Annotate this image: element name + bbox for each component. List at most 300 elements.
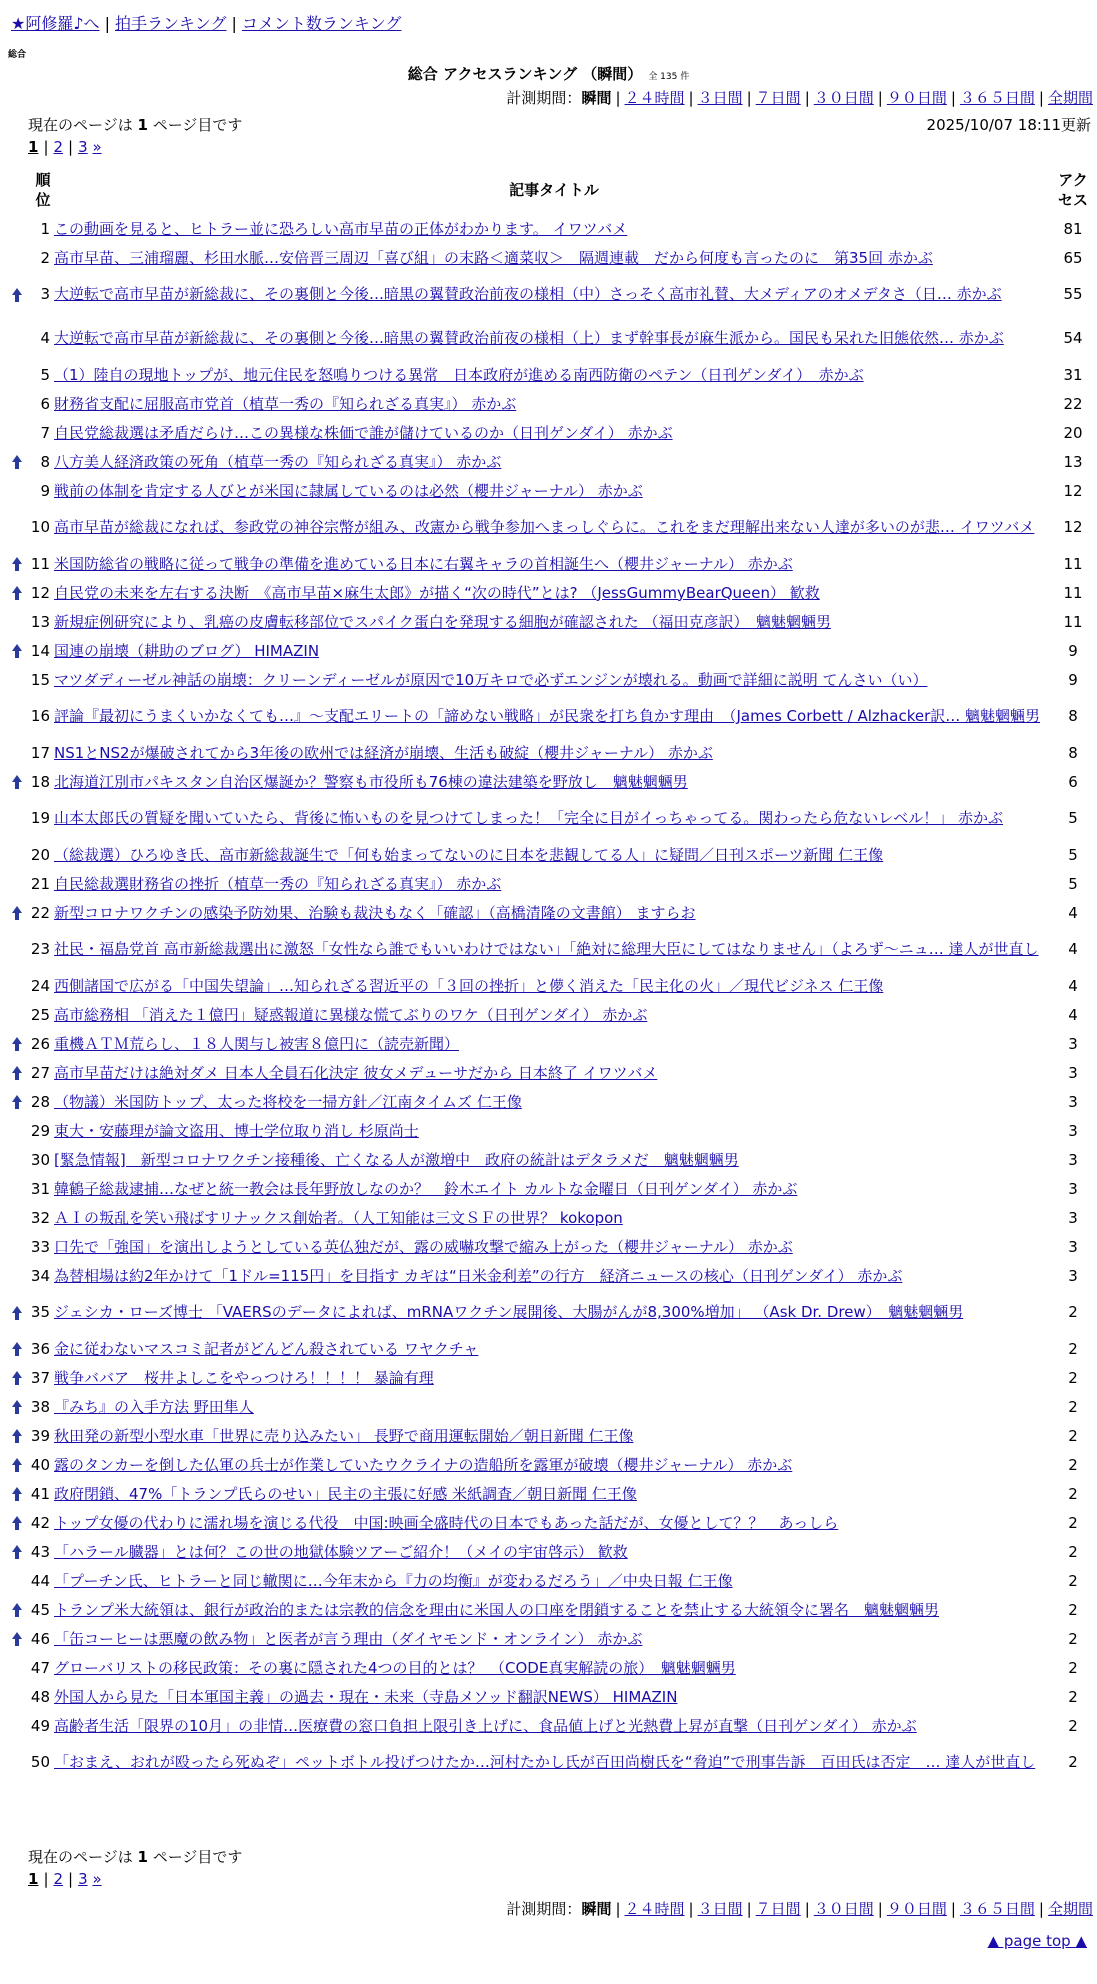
trend-cell — [8, 1508, 26, 1537]
title-cell — [54, 1116, 1054, 1145]
trend-cell — [8, 578, 26, 607]
article-title-link[interactable]: トランプ米大統領は、銀行が政治的または宗教的信念を理由に米国人の口座を閉鎖することを禁止する大統領令に署名 魑魅魍魎男 — [54, 1600, 940, 1619]
pager-page-3[interactable]: 3 — [78, 138, 88, 156]
article-title-link[interactable]: 大逆転で高市早苗が新総裁に、その裏側と今後…暗黒の翼賛政治前夜の様相（中）さっそく高市礼賛、大メディアのオメデタさ（日… 赤かぶ — [54, 285, 1002, 303]
article-title-link[interactable]: 高市総務相 「消えた１億円」疑惑報道に異様な慌てぶりのワケ（日刊ゲンダイ） 赤かぶ — [54, 1005, 648, 1024]
rank-number: 7 — [40, 423, 50, 442]
table-row — [8, 549, 1092, 578]
period-label: 計測期間： — [506, 89, 582, 107]
article-title-link[interactable]: 大逆転で高市早苗が新総裁に、その裏側と今後…暗黒の翼賛政治前夜の様相（上）まず幹事長が麻生派から。国民も呆れた旧態依然… 赤かぶ — [54, 329, 1004, 347]
title-cell — [54, 1029, 1054, 1058]
access-count: 3 — [1068, 1121, 1078, 1140]
up-arrow-icon — [12, 1603, 22, 1617]
trend-cell — [8, 1653, 26, 1682]
article-title-link[interactable]: （1）陸自の現地トップが、地元住民を怒鳴りつける異常 日本政府が進める南西防衛のペテン（日刊ゲンダイ） 赤かぶ — [54, 365, 864, 384]
pager-page-3[interactable]: 3 — [78, 1870, 88, 1888]
article-title-link[interactable]: 高市早苗が総裁になれば、参政党の神谷宗幣が組み、改憲から戦争参加へまっしぐらに。これをまだ理解出来ない人達が多いのが悲… イワツバメ — [54, 518, 1035, 536]
table-row — [8, 1087, 1092, 1116]
title-cell — [54, 898, 1054, 927]
table-row — [8, 1116, 1092, 1145]
up-arrow-icon — [12, 1306, 22, 1320]
table-row — [8, 1392, 1092, 1421]
access-count: 5 — [1068, 809, 1078, 827]
period-90d-link[interactable]: ９０日間 — [886, 1900, 947, 1918]
title-cell — [54, 476, 1054, 505]
access-count: 3 — [1068, 1237, 1078, 1256]
article-title-link[interactable]: ＡＩの叛乱を笑い飛ばすリナックス創始者。（人工知能は三文ＳＦの世界？ kokopon — [54, 1208, 623, 1227]
title-cell — [54, 869, 1054, 898]
updated-timestamp: 2025/10/07 18:11更新 — [926, 116, 1091, 134]
table-row — [8, 1000, 1092, 1029]
up-arrow-icon — [12, 1400, 22, 1414]
pager-page-2[interactable]: 2 — [53, 1870, 64, 1888]
article-title-link[interactable]: （物議）米国防トップ、太った将校を一掃方針／江南タイムズ 仁王像 — [54, 1092, 522, 1111]
title-cell — [54, 272, 1054, 316]
table-row — [8, 1450, 1092, 1479]
article-title-link[interactable]: 政府閉鎖、47%「トランプ氏らのせい」民主の主張に好感 米紙調査／朝日新聞 仁王像 — [54, 1484, 637, 1503]
article-title-link[interactable]: トップ女優の代わりに濡れ場を演じる代役 中国:映画全盛時代の日本でもあった話だが、女優として？？ あっしら — [54, 1513, 839, 1532]
access-count: 3 — [1068, 1063, 1078, 1082]
access-count: 3 — [1068, 1034, 1078, 1053]
rank-number: 18 — [30, 772, 50, 791]
rank-number: 36 — [30, 1339, 50, 1358]
article-title-link[interactable]: 戦前の体制を肯定する人びとが米国に隷属しているのは必然（櫻井ジャーナル） 赤かぶ — [54, 481, 643, 500]
table-row — [8, 738, 1092, 767]
title-cell — [54, 1653, 1054, 1682]
article-title-link[interactable]: 社民・福島党首 高市新総裁選出に激怒「女性なら誰でもいいわけではない」「絶対に総理大臣にしてはなりません」（よろず～ニュ… 達人が世直し — [54, 940, 1039, 958]
rank-number: 17 — [30, 743, 50, 762]
up-arrow-icon — [12, 1066, 22, 1080]
article-title-link[interactable]: 高市早苗だけは絶対ダメ 日本人全員石化決定 彼女メデューサだから 日本終了 イワツバメ — [54, 1063, 658, 1082]
article-title-link[interactable]: ジェシカ・ローズ博士 「VAERSのデータによれば、mRNAワクチン展開後、大腸がんが8,300%増加」 （Ask Dr. Drew） 魑魅魍魎男 — [54, 1303, 964, 1321]
up-arrow-icon — [12, 775, 22, 789]
trend-cell — [8, 1334, 26, 1363]
rank-number: 42 — [30, 1513, 50, 1532]
page-top-link[interactable]: ▲ page top ▲ — [987, 1932, 1087, 1950]
pager-next[interactable]: » — [92, 1870, 102, 1888]
access-count: 2 — [1068, 1542, 1078, 1561]
table-row — [8, 1058, 1092, 1087]
access-count: 11 — [1063, 612, 1083, 631]
trend-cell — [8, 898, 26, 927]
table-row — [8, 1145, 1092, 1174]
access-count: 9 — [1068, 670, 1078, 689]
trend-cell — [8, 1740, 26, 1784]
access-count: 2 — [1068, 1600, 1078, 1619]
title-cell — [54, 840, 1054, 869]
period-24h-link[interactable]: ２４時間 — [624, 89, 685, 107]
table-row — [8, 927, 1092, 971]
access-count: 2 — [1068, 1484, 1078, 1503]
trend-cell — [8, 1450, 26, 1479]
trend-cell — [8, 1566, 26, 1595]
rank-number: 33 — [30, 1237, 50, 1256]
title-cell — [54, 1740, 1054, 1784]
nav-link-asyura[interactable]: ★阿修羅♪へ — [11, 14, 100, 33]
title-cell — [54, 549, 1054, 578]
rank-number: 45 — [30, 1600, 50, 1619]
up-arrow-icon — [12, 586, 22, 600]
rank-number: 37 — [30, 1368, 50, 1387]
table-row — [8, 1653, 1092, 1682]
article-title-link[interactable]: 韓鶴子総裁逮捕…なぜと統一教会は長年野放しなのか？ 鈴木エイト カルトな金曜日（日刊ゲンダイ） 赤かぶ — [54, 1179, 798, 1198]
access-count: 54 — [1063, 329, 1083, 347]
access-count: 4 — [1068, 940, 1078, 958]
title-cell — [54, 1682, 1054, 1711]
rank-number: 40 — [30, 1455, 50, 1474]
title-cell — [54, 1595, 1054, 1624]
rank-number: 28 — [30, 1092, 50, 1111]
access-count: 13 — [1063, 452, 1083, 471]
up-arrow-icon — [12, 1487, 22, 1501]
up-arrow-icon — [12, 1371, 22, 1385]
title-cell — [54, 971, 1054, 1000]
trend-cell — [8, 214, 26, 243]
article-title-link[interactable]: 外国人から見た「日本軍国主義」の過去・現在・未来（寺島メソッド翻訳NEWS） HIMAZIN — [54, 1687, 678, 1706]
article-title-link[interactable]: 評論『最初にうまくいかなくても…』～支配エリートの「諦めない戦略」が民衆を打ち負かす理由 （James Corbett / Alzhacker訳… 魑魅魍魎男 — [54, 707, 1041, 725]
title-cell — [54, 1000, 1054, 1029]
article-title-link[interactable]: 山本太郎氏の質疑を聞いていたら、背後に怖いものを見つけてしまった！「完全に目がイっちゃってる。関わったら危ないレベル！」 赤かぶ — [54, 809, 1004, 827]
table-row — [8, 1682, 1092, 1711]
rank-number: 49 — [30, 1716, 50, 1735]
trend-cell — [8, 360, 26, 389]
title-cell — [54, 607, 1054, 636]
table-row — [8, 607, 1092, 636]
table-row — [8, 1232, 1092, 1261]
trend-cell — [8, 243, 26, 272]
title-cell — [54, 1508, 1054, 1537]
up-arrow-icon — [12, 288, 22, 302]
trend-cell — [8, 738, 26, 767]
period-30d-link[interactable]: ３０日間 — [813, 89, 874, 107]
page-info-top: 現在のページは 1 ページ目です — [28, 116, 243, 134]
article-title-link[interactable]: 秋田発の新型小型水車「世界に売り込みたい」 長野で商用運転開始／朝日新聞 仁王像 — [54, 1426, 634, 1445]
access-count: 2 — [1068, 1339, 1078, 1358]
access-count: 11 — [1063, 583, 1083, 602]
access-count: 4 — [1068, 903, 1078, 922]
article-title-link[interactable]: マツダディーゼル神話の崩壊：クリーンディーゼルが原因で10万キロで必ずエンジンが壊れる。動画で詳細に説明 てんさい（い） — [54, 670, 928, 689]
rank-number: 12 — [30, 583, 50, 602]
table-row — [8, 1566, 1092, 1595]
header-title: 記事タイトル — [509, 181, 599, 199]
trend-cell — [8, 1058, 26, 1087]
access-count: 8 — [1068, 707, 1078, 725]
article-title-link[interactable]: 金に従わないマスコミ記者がどんどん殺されている ワヤクチャ — [54, 1339, 479, 1358]
rank-number: 2 — [40, 248, 50, 267]
period-24h-link[interactable]: ２４時間 — [624, 1900, 685, 1918]
period-all-link[interactable]: 全期間 — [1047, 89, 1093, 107]
title-cell — [54, 1624, 1054, 1653]
title-cell — [54, 418, 1054, 447]
article-title-link[interactable]: 八方美人経済政策の死角（植草一秀の『知られざる真実』） 赤かぶ — [54, 452, 502, 471]
pager-top: 1 | 2 | 3 » — [28, 138, 102, 156]
rank-number: 50 — [30, 1753, 50, 1771]
title-cell — [54, 1711, 1054, 1740]
access-count: 3 — [1068, 1179, 1078, 1198]
title-cell — [54, 1058, 1054, 1087]
title-cell — [54, 1421, 1054, 1450]
top-nav — [11, 11, 401, 34]
period-selector-top: 計測期間：瞬間 | ２４時間 | ３日間 | ７日間 | ３０日間 | ９０日間 | ３６５日間 | 全期間 — [506, 89, 1093, 107]
rank-number: 32 — [30, 1208, 50, 1227]
article-title-link[interactable]: [緊急情報] 新型コロナワクチン接種後、亡くなる人が激増中 政府の統計はデタラメだ 魑魅魍魎男 — [54, 1150, 739, 1169]
rank-number: 8 — [40, 452, 50, 471]
up-arrow-icon — [12, 906, 22, 920]
rank-number: 38 — [30, 1397, 50, 1416]
title-cell — [54, 1232, 1054, 1261]
article-title-link[interactable]: 『みち』の入手方法 野田隼人 — [54, 1397, 254, 1416]
table-row — [8, 476, 1092, 505]
pager-page-2[interactable]: 2 — [53, 138, 64, 156]
header-access: アクセス — [1057, 171, 1088, 209]
rank-number: 35 — [30, 1303, 50, 1321]
article-title-link[interactable]: 自民党の未来を左右する決断 《高市早苗×麻生太郎》が描く“次の時代”とは? （JessGummyBearQueen） 歓救 — [54, 583, 820, 602]
trend-cell — [8, 418, 26, 447]
trend-cell — [8, 1479, 26, 1508]
table-row — [8, 1508, 1092, 1537]
period-all-link[interactable]: 全期間 — [1047, 1900, 1093, 1918]
rank-number: 1 — [40, 219, 50, 238]
access-count: 11 — [1063, 554, 1083, 573]
title-cell — [54, 389, 1054, 418]
article-title-link[interactable]: 「おまえ、おれが殴ったら死ぬぞ」ペットボトル投げつけたか…河村たかし氏が百田尚樹氏を“脅迫”で刑事告訴 百田氏は否定 … 達人が世直し — [54, 1753, 1036, 1771]
period-7d-link[interactable]: ７日間 — [755, 89, 801, 107]
period-365d-link[interactable]: ３６５日間 — [959, 89, 1035, 107]
trend-cell — [8, 1392, 26, 1421]
trend-cell — [8, 316, 26, 360]
access-count: 2 — [1068, 1397, 1078, 1416]
rank-number: 4 — [40, 329, 50, 347]
page-info-bottom: 現在のページは 1 ページ目です — [28, 1848, 243, 1866]
up-arrow-icon — [12, 1516, 22, 1530]
rank-number: 29 — [30, 1121, 50, 1140]
table-row — [8, 636, 1092, 665]
article-title-link[interactable]: 「ハラール臓器」とは何？この世の地獄体験ツアーご紹介！（メイの宇宙啓示） 歓救 — [54, 1542, 628, 1561]
rank-number: 47 — [30, 1658, 50, 1677]
access-count: 2 — [1068, 1513, 1078, 1532]
table-row — [8, 214, 1092, 243]
access-count: 2 — [1068, 1455, 1078, 1474]
trend-cell — [8, 1116, 26, 1145]
trend-cell — [8, 694, 26, 738]
article-title-link[interactable]: 露のタンカーを倒した仏軍の兵士が作業していたウクライナの造船所を露軍が破壊（櫻井ジャーナル） 赤かぶ — [54, 1455, 793, 1474]
nav-link-applause-ranking[interactable]: 拍手ランキング — [114, 14, 227, 33]
article-title-link[interactable]: 西側諸国で広がる「中国失望論」…知られざる習近平の「３回の挫折」と儚く消えた「民主化の火」／現代ビジネス 仁王像 — [54, 976, 884, 995]
title-cell — [54, 636, 1054, 665]
title-cell — [54, 738, 1054, 767]
table-row — [8, 665, 1092, 694]
access-count: 4 — [1068, 1005, 1078, 1024]
article-title-link[interactable]: 新規症例研究により、乳癌の皮膚転移部位でスパイク蛋白を発現する細胞が確認された （福田克彦訳） 魑魅魍魎男 — [54, 612, 831, 631]
article-title-link[interactable]: 為替相場は約2年かけて「1ドル=115円」を目指す カギは“日米金利差”の行方 経済ニュースの核心（日刊ゲンダイ） 赤かぶ — [54, 1266, 903, 1285]
period-30d-link[interactable]: ３０日間 — [813, 1900, 874, 1918]
period-3d-link[interactable]: ３日間 — [697, 89, 743, 107]
title-cell — [54, 1174, 1054, 1203]
table-row — [8, 971, 1092, 1000]
rank-number: 23 — [30, 940, 50, 958]
title-cell — [54, 1392, 1054, 1421]
title-cell — [54, 1334, 1054, 1363]
period-3d-link[interactable]: ３日間 — [697, 1900, 743, 1918]
rank-number: 19 — [30, 809, 50, 827]
title-cell — [54, 243, 1054, 272]
article-title-link[interactable]: この動画を見ると、ヒトラー並に恐ろしい高市早苗の正体がわかります。 イワツバメ — [54, 219, 628, 238]
article-title-link[interactable]: 自民総裁選財務省の挫折（植草一秀の『知られざる真実』） 赤かぶ — [54, 874, 502, 893]
access-count: 2 — [1068, 1368, 1078, 1387]
table-row — [8, 360, 1092, 389]
article-title-link[interactable]: 財務省支配に屈服高市党首（植草一秀の『知られざる真実』） 赤かぶ — [54, 394, 517, 413]
trend-cell — [8, 767, 26, 796]
trend-cell — [8, 505, 26, 549]
access-count: 81 — [1063, 219, 1083, 238]
table-row — [8, 796, 1092, 840]
article-title-link[interactable]: グローバリストの移民政策：その裏に隠された4つの目的とは？ （CODE真実解読の旅） 魑魅魍魎男 — [54, 1658, 736, 1677]
table-row — [8, 389, 1092, 418]
trend-cell — [8, 389, 26, 418]
access-count: 5 — [1068, 845, 1078, 864]
rank-number: 31 — [30, 1179, 50, 1198]
title-cell — [54, 927, 1054, 971]
access-count: 3 — [1068, 1208, 1078, 1227]
trend-cell — [8, 1537, 26, 1566]
title-cell — [54, 1087, 1054, 1116]
total-count: 全 135 件 — [648, 72, 690, 82]
pager-current: 1 — [28, 138, 39, 156]
pager-next[interactable]: » — [92, 138, 102, 156]
access-count: 22 — [1063, 394, 1083, 413]
access-count: 12 — [1063, 481, 1083, 500]
table-row — [8, 418, 1092, 447]
nav-separator: | — [104, 14, 110, 33]
period-7d-link[interactable]: ７日間 — [755, 1900, 801, 1918]
access-count: 31 — [1063, 365, 1083, 384]
trend-cell — [8, 549, 26, 578]
period-90d-link[interactable]: ９０日間 — [886, 89, 947, 107]
title-cell — [54, 1479, 1054, 1508]
access-count: 3 — [1068, 1092, 1078, 1111]
rank-number: 20 — [30, 845, 50, 864]
rank-number: 21 — [30, 874, 50, 893]
title-cell — [54, 665, 1054, 694]
article-title-link[interactable]: （総裁選）ひろゆき氏、高市新総裁誕生で「何も始まってないのに日本を悲観してる人」に疑問／日刊スポーツ新聞 仁王像 — [54, 845, 884, 864]
article-title-link[interactable]: 戦争ババア 桜井よしこをやっつけろ！！！！ 暴論有理 — [54, 1368, 434, 1387]
trend-cell — [8, 796, 26, 840]
article-title-link[interactable]: NS1とNS2が爆破されてから3年後の欧州では経済が崩壊、生活も破綻（櫻井ジャーナル） 赤かぶ — [54, 743, 713, 762]
rank-number: 22 — [30, 903, 50, 922]
trend-cell — [8, 476, 26, 505]
table-row — [8, 316, 1092, 360]
article-title-link[interactable]: 口先で「強国」を演出しようとしている英仏独だが、露の威嚇攻撃で縮み上がった（櫻井ジャーナル） 赤かぶ — [54, 1237, 793, 1256]
rank-number: 5 — [40, 365, 50, 384]
up-arrow-icon — [12, 1545, 22, 1559]
up-arrow-icon — [12, 1429, 22, 1443]
access-count: 3 — [1068, 1150, 1078, 1169]
trend-cell — [8, 840, 26, 869]
table-row — [8, 767, 1092, 796]
up-arrow-icon — [12, 1632, 22, 1646]
article-title-link[interactable]: 自民党総裁選は矛盾だらけ…この異様な株価で誰が儲けているのか（日刊ゲンダイ） 赤かぶ — [54, 423, 673, 442]
table-row — [8, 1290, 1092, 1334]
title-cell — [54, 694, 1054, 738]
period-selector-bottom: 計測期間：瞬間 | ２４時間 | ３日間 | ７日間 | ３０日間 | ９０日間 | ３６５日間 | 全期間 — [506, 1900, 1093, 1918]
table-row — [8, 1363, 1092, 1392]
title-cell — [54, 316, 1054, 360]
article-title-link[interactable]: 「プーチン氏、ヒトラーと同じ轍関に…今年末から『力の均衡』が変わるだろう」／中央日報 仁王像 — [54, 1571, 733, 1590]
table-row — [8, 447, 1092, 476]
rank-number: 25 — [30, 1005, 50, 1024]
article-title-link[interactable]: 高市早苗、三浦瑠麗、杉田水脈…安倍晋三周辺「喜び組」の末路＜適菜収＞ 隔週連載 だから何度も言ったのに 第35回 赤かぶ — [54, 248, 933, 267]
access-count: 20 — [1063, 423, 1083, 442]
rank-number: 30 — [30, 1150, 50, 1169]
trend-cell — [8, 1000, 26, 1029]
trend-cell — [8, 636, 26, 665]
nav-link-comment-ranking[interactable]: コメント数ランキング — [241, 14, 402, 33]
article-title-link[interactable]: 高齢者生活「限界の10月」の非情…医療費の窓口負担上限引き上げに、食品値上げと光熱費上昇が直撃（日刊ゲンダイ） 赤かぶ — [54, 1716, 917, 1735]
table-row — [8, 869, 1092, 898]
nav-separator: | — [231, 14, 237, 33]
title-cell — [54, 767, 1054, 796]
title-cell — [54, 1290, 1054, 1334]
article-title-link[interactable]: 東大・安藤理が論文盗用、博士学位取り消し 杉原尚士 — [54, 1121, 419, 1140]
up-arrow-icon — [12, 1037, 22, 1051]
access-count: 8 — [1068, 743, 1078, 762]
title-cell — [54, 505, 1054, 549]
rank-number: 15 — [30, 670, 50, 689]
rank-number: 27 — [30, 1063, 50, 1082]
up-arrow-icon — [12, 455, 22, 469]
article-title-link[interactable]: 米国防総省の戦略に従って戦争の準備を進めている日本に右翼キャラの首相誕生へ（櫻井ジャーナル） 赤かぶ — [54, 554, 793, 573]
up-arrow-icon — [12, 1342, 22, 1356]
ranking-body — [8, 214, 1092, 1784]
title-cell — [54, 214, 1054, 243]
period-current: 瞬間 — [581, 89, 612, 107]
access-count: 2 — [1068, 1716, 1078, 1735]
trend-cell — [8, 1290, 26, 1334]
article-title-link[interactable]: 国連の崩壊（耕助のブログ） HIMAZIN — [54, 641, 320, 660]
trend-cell — [8, 869, 26, 898]
rank-number: 13 — [30, 612, 50, 631]
title-cell — [54, 578, 1054, 607]
rank-number: 41 — [30, 1484, 50, 1503]
access-count: 6 — [1068, 772, 1078, 791]
ranking-table — [8, 166, 1092, 1784]
trend-cell — [8, 1261, 26, 1290]
rank-number: 34 — [30, 1266, 50, 1285]
period-current: 瞬間 — [581, 1900, 612, 1918]
trend-cell — [8, 1595, 26, 1624]
table-row — [8, 1334, 1092, 1363]
trend-cell — [8, 927, 26, 971]
rank-number: 9 — [40, 481, 50, 500]
period-365d-link[interactable]: ３６５日間 — [959, 1900, 1035, 1918]
trend-cell — [8, 272, 26, 316]
article-title-link[interactable]: 「缶コーヒーは悪魔の飲み物」と医者が言う理由（ダイヤモンド・オンライン） 赤かぶ — [54, 1629, 643, 1648]
article-title-link[interactable]: 北海道江別市パキスタン自治区爆誕か？警察も市役所も76棟の違法建築を野放し 魑魅魍魎男 — [54, 772, 688, 791]
table-row — [8, 1711, 1092, 1740]
table-row — [8, 898, 1092, 927]
period-label: 計測期間： — [506, 1900, 582, 1918]
table-row — [8, 1624, 1092, 1653]
table-row — [8, 1421, 1092, 1450]
trend-cell — [8, 1682, 26, 1711]
rank-number: 16 — [30, 707, 50, 725]
title-cell — [54, 1145, 1054, 1174]
access-count: 5 — [1068, 874, 1078, 893]
article-title-link[interactable]: 新型コロナワクチンの感染予防効果、治験も裁決もなく「確認」（高橋清隆の文書館） ますらお — [54, 903, 696, 922]
title-cell — [54, 447, 1054, 476]
article-title-link[interactable]: 重機ＡＴＭ荒らし、１８人関与し被害８億円に（読売新聞） — [54, 1034, 460, 1053]
title-cell — [54, 1261, 1054, 1290]
